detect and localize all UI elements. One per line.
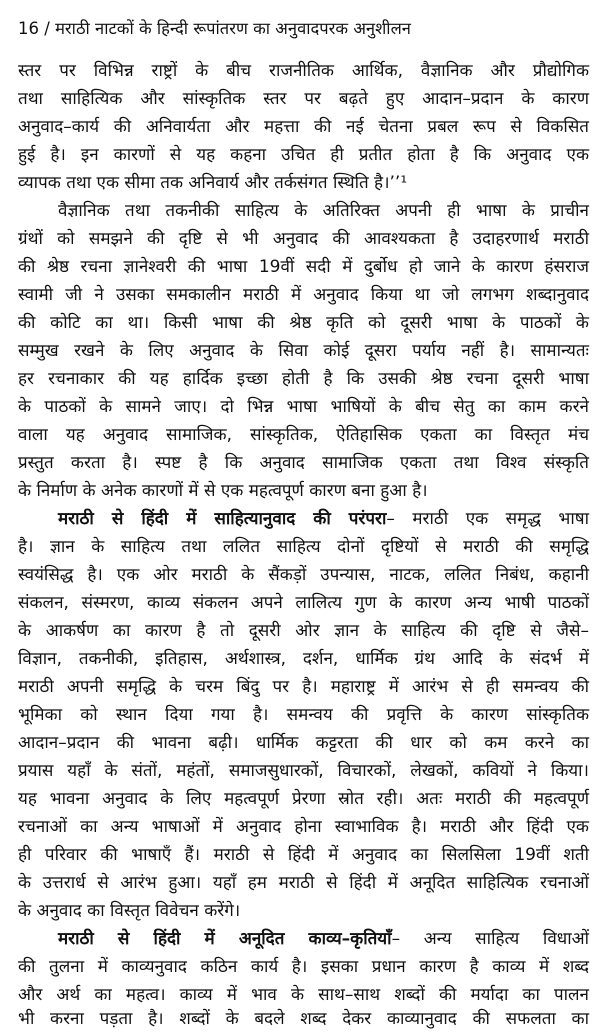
body-line: स्वामी जी ने उसका समकालीन मराठी में अनुवाद किया था जो लगभग शब्दानुवाद (18, 285, 589, 305)
body-line: है। ज्ञान के साहित्य तथा ललित साहित्य दोनों दृष्टियों से मराठी की समृद्धि (18, 537, 589, 557)
body-line: आदान–प्रदान की भावना बढ़ी। धार्मिक कट्टरता की धार को कम करने का (18, 733, 589, 753)
body-line: ही परिवार की भाषाएँ हैं। मराठी से हिंदी में अनुवाद का सिलसिला 19वीं शती (18, 845, 589, 865)
body-line: वाला यह अनुवाद सामाजिक, सांस्कृतिक, ऐतिहासिक एकता का विस्तृत मंच (18, 425, 589, 445)
body-line: और अर्थ का महत्व। काव्य में भाव के साथ–साथ शब्दों की मर्यादा का पालन (18, 985, 589, 1005)
section-heading: मराठी से हिंदी में अनूदित काव्य–कृतियाँ (58, 929, 392, 949)
body-line: स्वयंसिद्ध है। एक ओर मराठी के सैंकड़ों उपन्यास, नाटक, ललित निबंध, कहानी (18, 565, 589, 585)
body-line: वैज्ञानिक तथा तकनीकी साहित्य के अतिरिक्त अपनी ही भाषा के प्राचीन (58, 201, 589, 221)
body-line: के आकर्षण का कारण है तो दूसरी ओर ज्ञान के साहित्य की दृष्टि से जैसे– (18, 621, 589, 641)
section-heading-line (58, 928, 589, 950)
body-line: की कोटि का था। किसी भाषा की श्रेष्ठ कृति को दूसरी भाषा के पाठकों के (18, 313, 589, 333)
body-line: के पाठकों के सामने जाए। दो भिन्न भाषा भाषियों के बीच सेतु का काम करने (18, 397, 589, 417)
body-line: मराठी अपनी समृद्धि के चरम बिंदु पर है। महाराष्ट्र में आरंभ से ही समन्वय की (18, 677, 589, 697)
body-line: के अनुवाद का विस्तृत विवेचन करेंगे। (18, 901, 241, 921)
body-line: यह भावना अनुवाद के लिए महत्वपूर्ण प्रेरणा स्रोत रही। अतः मराठी की महत्वपूर्ण (18, 789, 589, 809)
body-line: सम्मुख रखने के लिए अनुवाद के सिवा कोई दूसरा पर्याय नहीं है। सामान्यतः (18, 341, 589, 361)
body-line: के उत्तरार्ध से आरंभ हुआ। यहाँ हम मराठी से हिंदी में अनूदित साहित्यिक रचनाओं (18, 873, 589, 893)
heading-line-text: – मराठी एक समृद्ध भाषा (386, 509, 589, 529)
body-line: संकलन, संस्मरण, काव्य संकलन अपने लालित्य गुण के कारण अन्य भाषी पाठकों (18, 593, 589, 613)
body-line: भूमिका को स्थान दिया गया है। समन्वय की प्रवृत्ति के कारण सांस्कृतिक (18, 705, 589, 725)
body-line: के निर्माण के अनेक कारणों में से एक महत्वपूर्ण कारण बना हुआ है। (18, 481, 428, 501)
body-line: प्रस्तुत करता है। स्पष्ट है कि अनुवाद सामाजिक एकता तथा विश्व संस्कृति (18, 453, 589, 473)
heading-line-text: – अन्य साहित्य विधाओं (391, 929, 589, 949)
body-line: विज्ञान, तकनीकी, इतिहास, अर्थशास्त्र, दर्शन, धार्मिक ग्रंथ आदि के संदर्भ में (18, 649, 589, 669)
body-line: तथा साहित्यिक और सांस्कृतिक स्तर पर बढ़ते हुए आदान–प्रदान के कारण (18, 89, 589, 109)
section-heading-line (58, 508, 589, 530)
header-separator: / (44, 19, 56, 38)
body-line: स्तर पर विभिन्न राष्ट्रों के बीच राजनीतिक आर्थिक, वैज्ञानिक और प्रौद्योगिक (18, 61, 589, 81)
body-line: व्यापक तथा एक सीमा तक अनिवार्य और तर्कसंगत स्थिति है।’’¹ (18, 173, 408, 193)
running-header (18, 18, 590, 40)
body-line: भी करना पड़ता है। शब्दों के बदले शब्द देकर काव्यानुवाद की सफलता का (18, 1009, 589, 1029)
body-line: की श्रेष्ठ रचना ज्ञानेश्वरी की भाषा 19वीं सदी में दुर्बोध हो जाने के कारण हंसराज (18, 257, 589, 277)
page-number: 16 (18, 19, 39, 38)
body-line: हर रचनाकार की यह हार्दिक इच्छा होती है कि उसकी श्रेष्ठ रचना दूसरी भाषा (18, 369, 589, 389)
running-title: मराठी नाटकों के हिन्दी रूपांतरण का अनुवादपरक अनुशीलन (55, 19, 411, 38)
body-line: हुई है। इन कारणों से यह कहना उचित ही प्रतीत होता है कि अनुवाद एक (18, 145, 589, 165)
body-line: प्रयास यहाँ के संतों, महंतों, समाजसुधारकों, विचारकों, लेखकों, कवियों ने किया। (18, 761, 589, 781)
body-line: अनुवाद–कार्य की अनिवार्यता और महत्ता की नई चेतना प्रबल रूप से विकसित (18, 117, 589, 137)
body-line: ग्रंथों को समझने की दृष्टि से भी अनुवाद की आवश्यकता है उदाहरणार्थ मराठी (18, 229, 589, 249)
section-heading: मराठी से हिंदी में साहित्यानुवाद की परंपरा (58, 509, 387, 529)
body-line: की तुलना में काव्यनुवाद कठिन कार्य है। इसका प्रधान कारण है काव्य में शब्द (18, 957, 589, 977)
body-line: रचनाओं का अन्य भाषाओं में अनुवाद होना स्वाभाविक है। मराठी और हिंदी एक (18, 817, 589, 837)
